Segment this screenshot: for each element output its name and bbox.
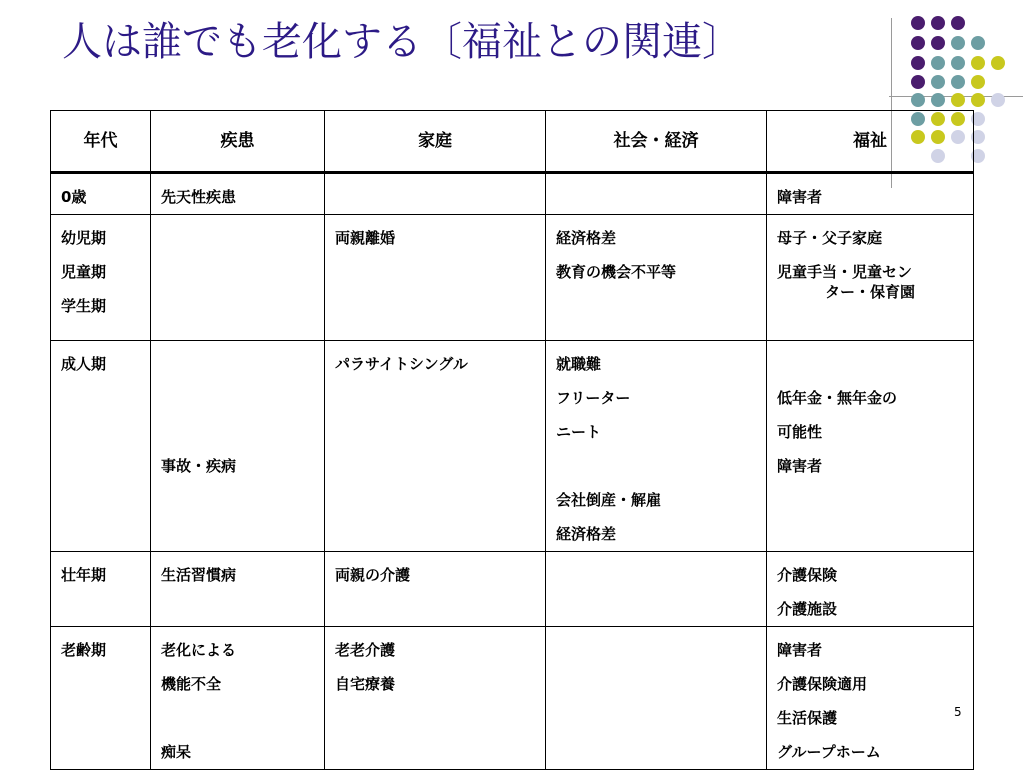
table-header-row [51, 111, 974, 173]
cell-text: 教育の機会不平等 [556, 263, 677, 281]
dot-icon [951, 75, 965, 89]
header-socio-economic: 社会・経済 [546, 111, 767, 173]
cell-socio [546, 552, 767, 627]
cell-socio [546, 173, 767, 215]
cell-welfare [767, 627, 974, 770]
cell-disease [151, 552, 325, 627]
dot-icon [931, 16, 945, 30]
cell-disease [151, 173, 325, 215]
header-family: 家庭 [325, 111, 546, 173]
dot-icon [971, 36, 985, 50]
dot-icon [911, 16, 925, 30]
cell-text: 児童期 [61, 263, 107, 281]
cell-text: 障害者 [777, 641, 823, 659]
dot-icon [931, 75, 945, 89]
dot-icon [931, 56, 945, 70]
table-row [51, 341, 974, 552]
cell-text: 低年金・無年金の [777, 389, 898, 407]
cell-age [51, 552, 151, 627]
cell-text: 介護保険 [777, 566, 838, 584]
cell-welfare [767, 552, 974, 627]
cell-welfare [767, 215, 974, 341]
dot-icon [931, 93, 945, 107]
cell-socio [546, 627, 767, 770]
page-number: 5 [954, 705, 962, 719]
cell-text: グループホーム [777, 743, 881, 761]
cell-family [325, 627, 546, 770]
cell-text: 両親離婚 [335, 229, 396, 247]
dot-icon [911, 75, 925, 89]
dot-icon [991, 56, 1005, 70]
table-row [51, 552, 974, 627]
cell-text: 母子・父子家庭 [777, 229, 883, 247]
cell-family [325, 215, 546, 341]
cell-socio [546, 341, 767, 552]
cell-disease [151, 627, 325, 770]
cell-text: パラサイトシングル [335, 355, 468, 373]
cell-text: フリーター [556, 389, 631, 407]
cell-disease [151, 341, 325, 552]
table-row [51, 627, 974, 770]
cell-text: 成人期 [61, 355, 107, 373]
cell-text: ニート [556, 423, 602, 441]
cell-text: 老老介護 [335, 641, 396, 659]
cell-age [51, 627, 151, 770]
cell-disease [151, 215, 325, 341]
header-welfare: 福祉 [767, 111, 974, 173]
cell-text: 就職難 [556, 355, 602, 373]
cell-text: 0歳 [61, 188, 87, 206]
cell-text: 経済格差 [556, 525, 617, 543]
cell-text: 自宅療養 [335, 675, 396, 693]
cell-text: 老化による [161, 641, 237, 659]
cell-welfare [767, 173, 974, 215]
cell-text: 障害者 [777, 457, 823, 475]
cell-text: 壮年期 [61, 566, 107, 584]
cell-family [325, 173, 546, 215]
cell-text: 老齢期 [61, 641, 107, 659]
cell-text: 可能性 [777, 423, 823, 441]
dot-icon [971, 56, 985, 70]
dot-icon [951, 16, 965, 30]
cell-text: 機能不全 [161, 675, 222, 693]
dot-icon [951, 93, 965, 107]
slide-title: 人は誰でも老化する〔福祉との関連〕 [62, 19, 742, 65]
dot-icon [911, 56, 925, 70]
header-age: 年代 [51, 111, 151, 173]
cell-text: 生活習慣病 [161, 566, 237, 584]
cell-text: 介護施設 [777, 600, 838, 618]
cell-age [51, 341, 151, 552]
cell-text: 会社倒産・解雇 [556, 491, 662, 509]
cell-age [51, 215, 151, 341]
dot-icon [911, 93, 925, 107]
dot-icon [991, 93, 1005, 107]
table-row [51, 215, 974, 341]
cell-text: 経済格差 [556, 229, 617, 247]
cell-text: 両親の介護 [335, 566, 411, 584]
cell-text: 学生期 [61, 297, 107, 315]
cell-text: 児童手当・児童セン [777, 263, 913, 281]
header-disease: 疾患 [151, 111, 325, 173]
cell-text: 先天性疾患 [161, 188, 237, 206]
dot-icon [971, 93, 985, 107]
table-row [51, 173, 974, 215]
cell-welfare [767, 341, 974, 552]
dot-icon [951, 36, 965, 50]
cell-age [51, 173, 151, 215]
cell-text: 介護保険適用 [777, 675, 868, 693]
cell-text: 生活保護 [777, 709, 838, 727]
cell-text: 幼児期 [61, 229, 107, 247]
cell-text: 事故・疾病 [161, 457, 237, 475]
dot-icon [951, 56, 965, 70]
cell-family [325, 552, 546, 627]
cell-text: 障害者 [777, 188, 823, 206]
dot-icon [971, 75, 985, 89]
dot-icon [911, 36, 925, 50]
cell-socio [546, 215, 767, 341]
cell-multiline [777, 255, 963, 309]
welfare-table [50, 110, 974, 770]
cell-text: ター・保育園 [824, 283, 915, 301]
cell-text: 痴呆 [161, 743, 192, 761]
dot-icon [931, 36, 945, 50]
cell-family [325, 341, 546, 552]
